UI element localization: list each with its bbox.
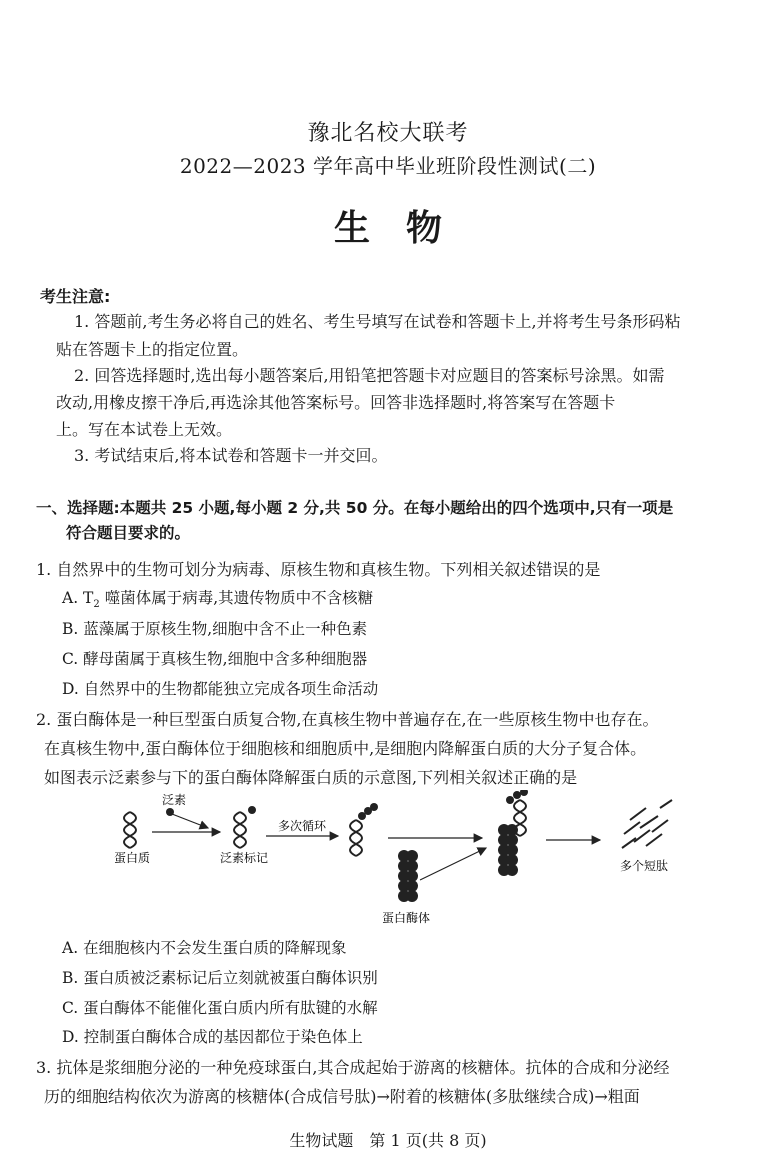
label-proteasome: 蛋白酶体 bbox=[382, 911, 431, 925]
exam-organizer: 豫北名校大联考 bbox=[307, 121, 469, 146]
question-1-option-c: C. 酵母菌属于真核生物,细胞中含多种细胞器 bbox=[62, 650, 368, 668]
proteasome-complex-icon bbox=[498, 790, 528, 876]
question-2-option-b: B. 蛋白质被泛素标记后立刻就被蛋白酶体识别 bbox=[62, 969, 378, 987]
notice-item-2-line1: 2. 回答选择题时,选出每小题答案后,用铅笔把答题卡对应题目的答案标号涂黑。如需 bbox=[74, 366, 665, 385]
tagged-protein-icon bbox=[234, 812, 246, 848]
proteasome-degradation-figure bbox=[100, 790, 700, 930]
question-3-stem-line1: 3. 抗体是浆细胞分泌的一种免疫球蛋白,其合成起始于游离的核糖体。抗体的合成和分泌经 bbox=[36, 1058, 670, 1077]
short-peptides-icon bbox=[622, 800, 672, 848]
question-1-stem: 1. 自然界中的生物可划分为病毒、原核生物和真核生物。下列相关叙述错误的是 bbox=[36, 560, 601, 579]
label-cycles: 多次循环 bbox=[278, 819, 327, 833]
protein-coil-icon bbox=[124, 812, 136, 848]
question-2-stem-line1: 2. 蛋白酶体是一种巨型蛋白质复合物,在真核生物中普遍存在,在一些原核生物中也存在。 bbox=[36, 710, 659, 729]
question-2-stem-line3: 如图表示泛素参与下的蛋白酶体降解蛋白质的示意图,下列相关叙述正确的是 bbox=[44, 768, 578, 787]
question-2-option-d: D. 控制蛋白酶体合成的基因都位于染色体上 bbox=[62, 1028, 363, 1046]
notice-item-1-line2: 贴在答题卡上的指定位置。 bbox=[56, 340, 249, 359]
question-2-stem-line2: 在真核生物中,蛋白酶体位于细胞核和细胞质中,是细胞内降解蛋白质的大分子复合体。 bbox=[44, 739, 647, 758]
section-heading-line1: 一、选择题:本题共 25 小题,每小题 2 分,共 50 分。在每小题给出的四个选项中,只有一项是 bbox=[36, 499, 674, 517]
multi-tagged-protein-icon bbox=[350, 820, 362, 856]
label-protein: 蛋白质 bbox=[114, 851, 151, 865]
section-heading-line2: 符合题目要求的。 bbox=[66, 524, 191, 542]
label-ubiquitin: 泛素 bbox=[162, 793, 187, 807]
question-1-option-d: D. 自然界中的生物都能独立完成各项生命活动 bbox=[62, 680, 379, 698]
question-3-stem-line2: 历的细胞结构依次为游离的核糖体(合成信号肽)→附着的核糖体(多肽继续合成)→粗面 bbox=[44, 1087, 640, 1106]
label-peptides: 多个短肽 bbox=[620, 859, 669, 873]
notice-item-3: 3. 考试结束后,将本试卷和答题卡一并交回。 bbox=[74, 446, 388, 465]
notice-title: 考生注意: bbox=[40, 287, 111, 306]
question-1-option-b: B. 蓝藻属于原核生物,细胞中含不止一种色素 bbox=[62, 620, 368, 638]
exam-title: 2022—2023 学年高中毕业班阶段性测试(二) bbox=[179, 154, 597, 178]
notice-item-2-line2: 改动,用橡皮擦干净后,再选涂其他答案标号。回答非选择题时,将答案写在答题卡 bbox=[56, 393, 616, 412]
proteasome-icon bbox=[398, 850, 418, 902]
notice-item-1-line1: 1. 答题前,考生务必将自己的姓名、考生号填写在试卷和答题卡上,并将考生号条形码粘 bbox=[74, 312, 681, 331]
label-tagged: 泛素标记 bbox=[220, 851, 269, 865]
question-1-option-a: A. $T_2$ 噬菌体属于病毒,其遗传物质中不含核糖 bbox=[62, 589, 374, 611]
page-footer: 生物试题 第 1 页(共 8 页) bbox=[289, 1131, 487, 1150]
subject-title: 生物 bbox=[333, 207, 478, 249]
notice-item-2-line3: 上。写在本试卷上无效。 bbox=[56, 420, 233, 439]
question-2-option-c: C. 蛋白酶体不能催化蛋白质内所有肽键的水解 bbox=[62, 999, 378, 1017]
question-2-option-a: A. 在细胞核内不会发生蛋白质的降解现象 bbox=[62, 939, 347, 957]
